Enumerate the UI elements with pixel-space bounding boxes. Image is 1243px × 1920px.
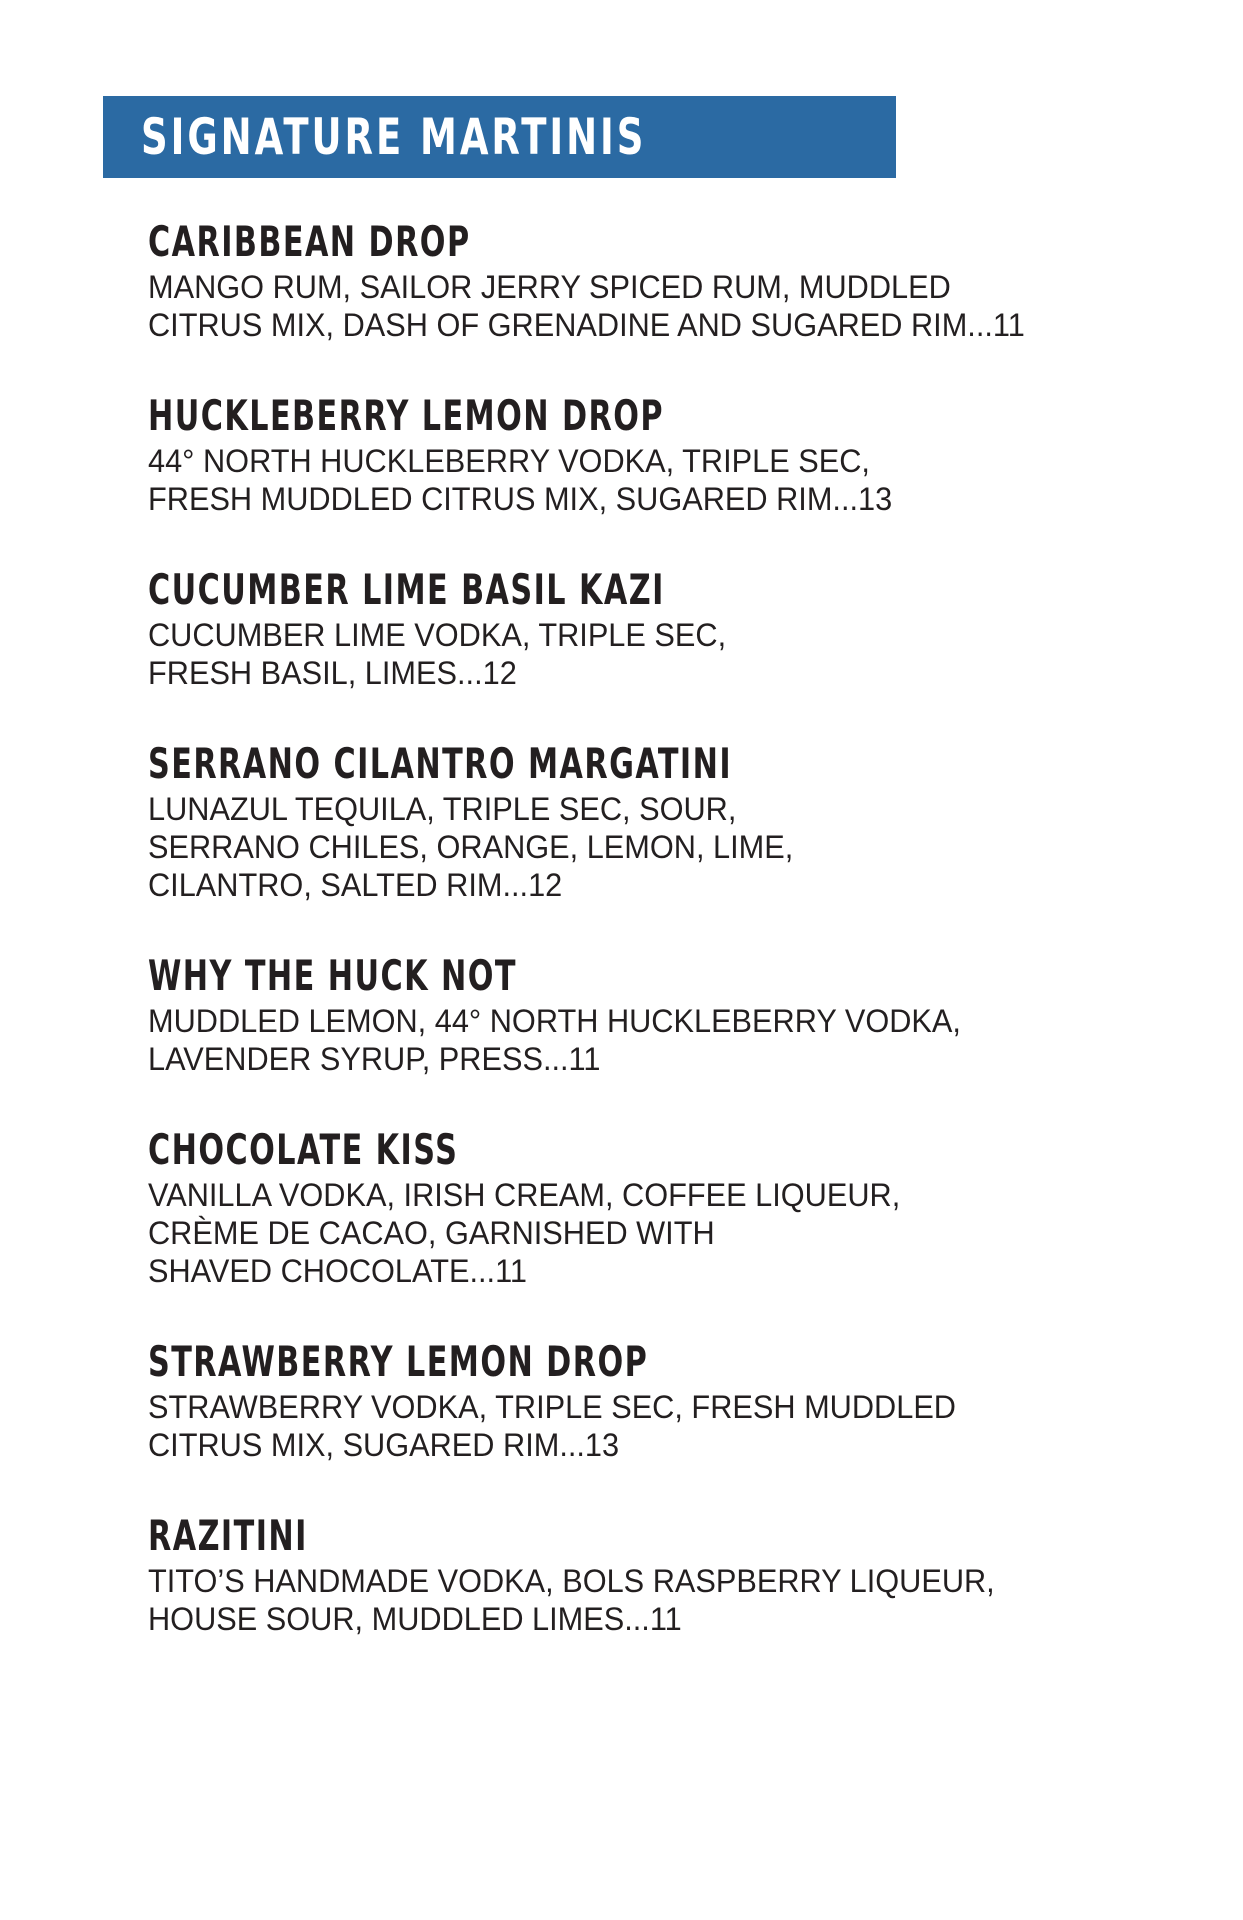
menu-item-name: SERRANO CILANTRO MARGATINI <box>148 739 733 788</box>
description-line: 44° NORTH HUCKLEBERRY VODKA, TRIPLE SEC, <box>148 443 870 479</box>
description-line: CILANTRO, SALTED RIM...12 <box>148 867 563 903</box>
description-line: SHAVED CHOCOLATE...11 <box>148 1253 527 1289</box>
description-line: MANGO RUM, SAILOR JERRY SPICED RUM, MUDDLED <box>148 269 951 305</box>
menu-item-description <box>148 1002 1108 1078</box>
description-line: CITRUS MIX, DASH OF GRENADINE AND SUGARED RIM...11 <box>148 307 1025 343</box>
menu-item-description <box>148 268 1108 344</box>
menu-item-description <box>148 1176 1108 1290</box>
description-line: LAVENDER SYRUP, PRESS...11 <box>148 1041 601 1077</box>
description-line: SERRANO CHILES, ORANGE, LEMON, LIME, <box>148 829 794 865</box>
menu-item-description <box>148 1388 1108 1464</box>
description-line: FRESH MUDDLED CITRUS MIX, SUGARED RIM...13 <box>148 481 893 517</box>
description-line: LUNAZUL TEQUILA, TRIPLE SEC, SOUR, <box>148 791 737 827</box>
description-line: VANILLA VODKA, IRISH CREAM, COFFEE LIQUEUR, <box>148 1177 901 1213</box>
menu-item-name: CARIBBEAN DROP <box>148 217 471 266</box>
menu-item-description <box>148 616 1108 692</box>
menu-item <box>148 564 1148 692</box>
menu-item <box>148 1510 1148 1638</box>
menu-item-description <box>148 1562 1108 1638</box>
menu-item-name: HUCKLEBERRY LEMON DROP <box>148 391 664 440</box>
description-line: CUCUMBER LIME VODKA, TRIPLE SEC, <box>148 617 727 653</box>
menu-item <box>148 738 1148 904</box>
description-line: CRÈME DE CACAO, GARNISHED WITH <box>148 1215 715 1251</box>
menu-list <box>148 216 1148 1684</box>
description-line: HOUSE SOUR, MUDDLED LIMES...11 <box>148 1601 682 1637</box>
menu-item-name: WHY THE HUCK NOT <box>148 951 517 1000</box>
menu-item-description <box>148 442 1108 518</box>
section-banner <box>103 96 896 178</box>
menu-item-name: RAZITINI <box>148 1511 308 1560</box>
menu-item <box>148 1336 1148 1464</box>
menu-item-description <box>148 790 1108 904</box>
description-line: MUDDLED LEMON, 44° NORTH HUCKLEBERRY VODKA, <box>148 1003 961 1039</box>
menu-item-name: CUCUMBER LIME BASIL KAZI <box>148 565 665 614</box>
menu-item <box>148 390 1148 518</box>
menu-item <box>148 216 1148 344</box>
menu-item-name: STRAWBERRY LEMON DROP <box>148 1337 649 1386</box>
section-title: SIGNATURE MARTINIS <box>141 108 647 166</box>
description-line: CITRUS MIX, SUGARED RIM...13 <box>148 1427 620 1463</box>
menu-item-name: CHOCOLATE KISS <box>148 1125 459 1174</box>
description-line: FRESH BASIL, LIMES...12 <box>148 655 517 691</box>
menu-item <box>148 1124 1148 1290</box>
description-line: STRAWBERRY VODKA, TRIPLE SEC, FRESH MUDDLED <box>148 1389 956 1425</box>
menu-item <box>148 950 1148 1078</box>
description-line: TITO’S HANDMADE VODKA, BOLS RASPBERRY LIQUEUR, <box>148 1563 995 1599</box>
